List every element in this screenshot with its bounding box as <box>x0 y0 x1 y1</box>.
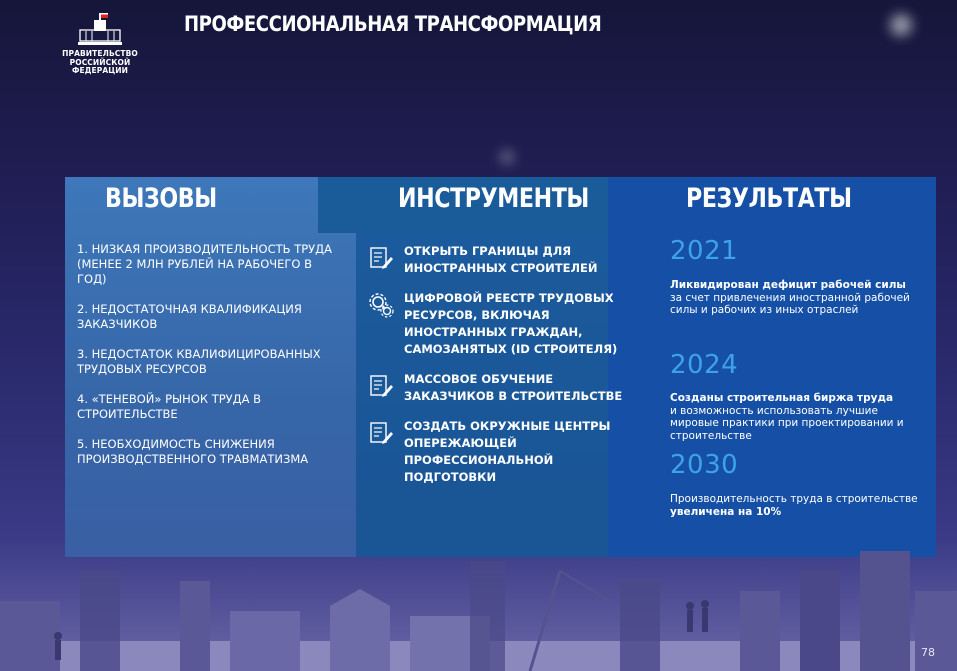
list-item: 2. НЕДОСТАТОЧНАЯ КВАЛИФИКАЦИЯ ЗАКАЗЧИКОВ <box>77 302 302 331</box>
government-building-icon <box>70 12 130 48</box>
list-item: 3. НЕДОСТАТОК КВАЛИФИЦИРОВАННЫХ ТРУДОВЫХ РЕСУРСОВ <box>77 347 321 376</box>
year-2024: 2024 <box>670 350 739 380</box>
year-2021: 2021 <box>670 236 739 266</box>
result-2030 <box>670 493 925 518</box>
list-item: 1. НИЗКАЯ ПРОИЗВОДИТЕЛЬНОСТЬ ТРУДА (МЕНЕЕ 2 МЛН РУБЛЕЙ НА РАБОЧЕГО В ГОД) <box>77 242 333 286</box>
list-item: 4. «ТЕНЕВОЙ» РЫНОК ТРУДА В СТРОИТЕЛЬСТВЕ <box>77 392 262 421</box>
logo-line-3: ФЕДЕРАЦИИ <box>71 66 129 75</box>
document-edit-icon <box>368 373 394 399</box>
logo-line-2: РОССИЙСКОЙ <box>69 57 131 67</box>
document-edit-icon <box>368 245 394 271</box>
list-item <box>368 371 638 405</box>
tools-heading: ИНСТРУМЕНТЫ <box>398 183 589 214</box>
page-title: ПРОФЕССИОНАЛЬНАЯ ТРАНСФОРМАЦИЯ <box>184 12 602 36</box>
challenges-list <box>77 242 345 482</box>
result-highlight: Созданы строительная биржа труда <box>670 392 894 404</box>
light-glow <box>890 14 912 36</box>
results-heading: РЕЗУЛЬТАТЫ <box>686 183 852 214</box>
city-skyline-illustration <box>0 541 957 671</box>
list-item: 5. НЕОБХОДИМОСТЬ СНИЖЕНИЯ ПРОИЗВОДСТВЕННОГО ТРАВМАТИЗМА <box>77 437 309 466</box>
gears-icon <box>368 292 394 318</box>
list-item <box>368 290 638 358</box>
tool-label: СОЗДАТЬ ОКРУЖНЫЕ ЦЕНТРЫ ОПЕРЕЖАЮЩЕЙ ПРОФЕССИОНАЛЬНОЙ ПОДГОТОВКИ <box>404 419 611 484</box>
light-glow <box>500 150 514 164</box>
list-item <box>368 243 638 277</box>
result-text: и возможность использовать лучшие мировые практики при проектировании и строительстве <box>670 404 904 442</box>
challenges-heading: ВЫЗОВЫ <box>105 183 217 214</box>
tool-label: ОТКРЫТЬ ГРАНИЦЫ ДЛЯ ИНОСТРАННЫХ СТРОИТЕЛЕЙ <box>404 244 598 275</box>
list-item <box>368 418 638 486</box>
result-2021 <box>670 279 925 317</box>
logo-line-1: ПРАВИТЕЛЬСТВО <box>62 49 138 58</box>
page-number: 78 <box>921 646 935 659</box>
tools-list <box>368 243 638 499</box>
result-highlight: увеличена на 10% <box>670 505 782 518</box>
tool-label: ЦИФРОВОЙ РЕЕСТР ТРУДОВЫХ РЕСУРСОВ, ВКЛЮЧАЯ ИНОСТРАННЫХ ГРАЖДАН, САМОЗАНЯТЫХ (ID СТРОИТЕЛЯ) <box>404 291 618 356</box>
government-logo <box>60 12 140 76</box>
result-highlight: Ликвидирован дефицит рабочей силы <box>670 279 906 291</box>
result-text: за счет привлечения иностранной рабочей силы и рабочих из иных отраслей <box>670 291 910 316</box>
result-2024 <box>670 392 925 442</box>
year-2030: 2030 <box>670 450 739 480</box>
tool-label: МАССОВОЕ ОБУЧЕНИЕ ЗАКАЗЧИКОВ В СТРОИТЕЛЬСТВЕ <box>404 372 623 403</box>
document-edit-icon <box>368 420 394 446</box>
result-text: Производительность труда в строительстве <box>670 493 918 505</box>
